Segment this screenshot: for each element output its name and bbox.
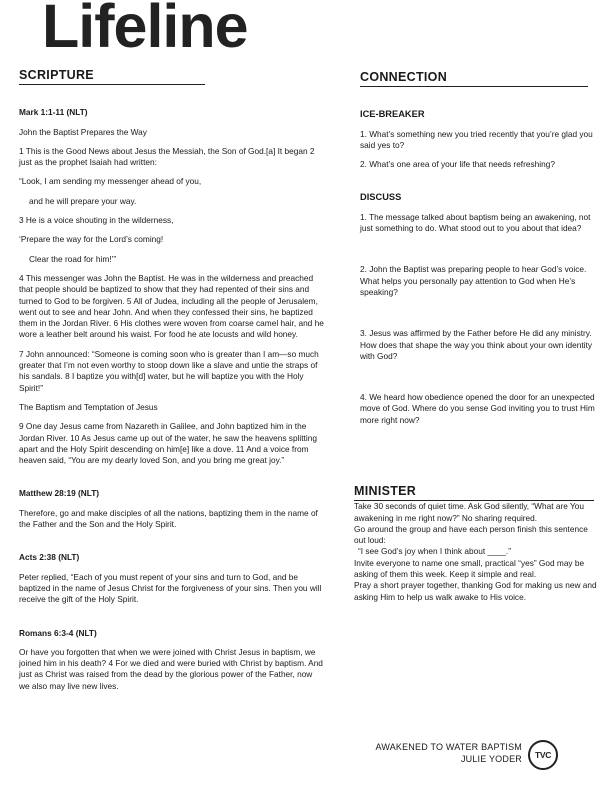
discuss-question-1: 1. The message talked about baptism being an awakening, not just something to do. What stood out to you about that idea? [360,211,591,234]
connection-heading: CONNECTION [360,72,588,87]
minister-paragraph-5: Pray a short prayer together, thanking God for making us new and asking Him to help us walk awake to His voice. [354,580,597,602]
minister-heading: MINISTER [354,486,594,501]
icebreaker-question-1: 1. What’s something new you tried recently that you’re glad you said yes to? [360,128,593,150]
minister-paragraph-4: Invite everyone to name one small, practical “yes” God may be asking of them this week. Keep it simple and real. [354,557,585,580]
mark-quote-3: 3 He is a voice shouting in the wilderness, [19,215,174,226]
scripture-section [19,70,324,692]
series-title: AWAKENED TO WATER BAPTISM [375,742,522,752]
acts-reference: Acts 2:38 (NLT) [19,552,80,563]
mark-quote-5: Clear the road for him!’” [29,253,117,264]
mark-paragraph-1: 1 This is the Good News about Jesus the Messiah, the Son of God.[a] It began 2 just as the prophet Isaiah had written: [19,145,315,168]
mark-reference: Mark 1:1-11 (NLT) [19,107,88,118]
discuss-question-2: 2. John the Baptist was preparing people to hear God’s voice. What helps you personally pay attention to God when He’s speaking? [360,264,587,297]
mark-quote-4: ‘Prepare the way for the Lord’s coming! [19,234,164,245]
mark-paragraph-3: 7 John announced: “Someone is coming soon who is greater than I am—so much greater that I’m not even worthy to stoop down like a slave and untie the straps of his sandals. 8 I baptize you with[d] water, but he will baptize you with the Holy Spirit!” [19,348,319,393]
scripture-heading: SCRIPTURE [19,70,205,85]
romans-reference: Romans 6:3-4 (NLT) [19,627,97,638]
acts-text: Peter replied, “Each of you must repent of your sins and turn to God, and be baptized in the name of Jesus Christ for the forgiveness of your sins. Then you will receive the gift of the Holy Spirit. [19,571,322,605]
mark-paragraph-4: 9 One day Jesus came from Nazareth in Galilee, and John baptized him in the Jordan River. 10 As Jesus came up out of the water, he saw the heavens splitting apart and the Holy Spirit descending on him[e] like a dove. 11 And a voice from heaven said, “You are my dearly loved Son, and you bring me great joy.” [19,421,317,466]
discuss-question-4: 4. We heard how obedience opened the door for an unexpected move of God. Where do you sense God inviting you to trust Him more right now? [360,392,595,425]
brand-title: Lifeline [42,0,248,60]
minister-paragraph-2: Go around the group and have each person finish this sentence out loud: [354,523,588,546]
matthew-text: Therefore, go and make disciples of all the nations, baptizing them in the name of the Father and the Son and the Holy Spirit. [19,507,318,530]
church-logo [528,740,558,770]
speaker-name: JULIE YODER [460,753,522,764]
footer-credits [352,742,522,765]
mark-quote-1: “Look, I am sending my messenger ahead of you, [19,176,202,187]
minister-section [354,486,598,603]
connection-section [360,72,600,426]
mark-quote-2: and he will prepare your way. [29,195,137,206]
icebreaker-heading: ICE-BREAKER [360,109,425,120]
minister-paragraph-3: “I see God’s joy when I think about ____.” [358,546,511,557]
church-logo-text: TVC [534,750,552,760]
matthew-reference: Matthew 28:19 (NLT) [19,488,100,499]
discuss-heading: DISCUSS [360,192,402,203]
icebreaker-question-2: 2. What’s one area of your life that needs refreshing? [360,159,555,170]
mark-paragraph-2: 4 This messenger was John the Baptist. He was in the wilderness and preached that people should be baptized to show that they had repented of their sins and turned to God to be forgiven. 5 All of Judea, including all the people of Jerusalem, went out to see and hear John. And when they confessed their sins, he baptized them in the Jordan River. 6 His clothes were woven from coarse camel hair, and he wore a leather belt around his waist. For food he ate locusts and wild honey. [19,272,324,340]
minister-paragraph-1: Take 30 seconds of quiet time. Ask God silently, “What are You awakening in me right now?” No sharing required. [354,501,584,523]
mark-title-2: The Baptism and Temptation of Jesus [19,401,158,412]
discuss-question-3: 3. Jesus was affirmed by the Father before He did any ministry. How does that shape the way you think about your own identity with God? [360,328,592,361]
romans-text: Or have you forgotten that when we were joined with Christ Jesus in baptism, we joined him in his death? 4 For we died and were buried with Christ by baptism. And just as Christ was raised from the dead by the glorious power of the Father, now we also may live new lives. [19,646,323,691]
mark-title: John the Baptist Prepares the Way [19,126,147,137]
